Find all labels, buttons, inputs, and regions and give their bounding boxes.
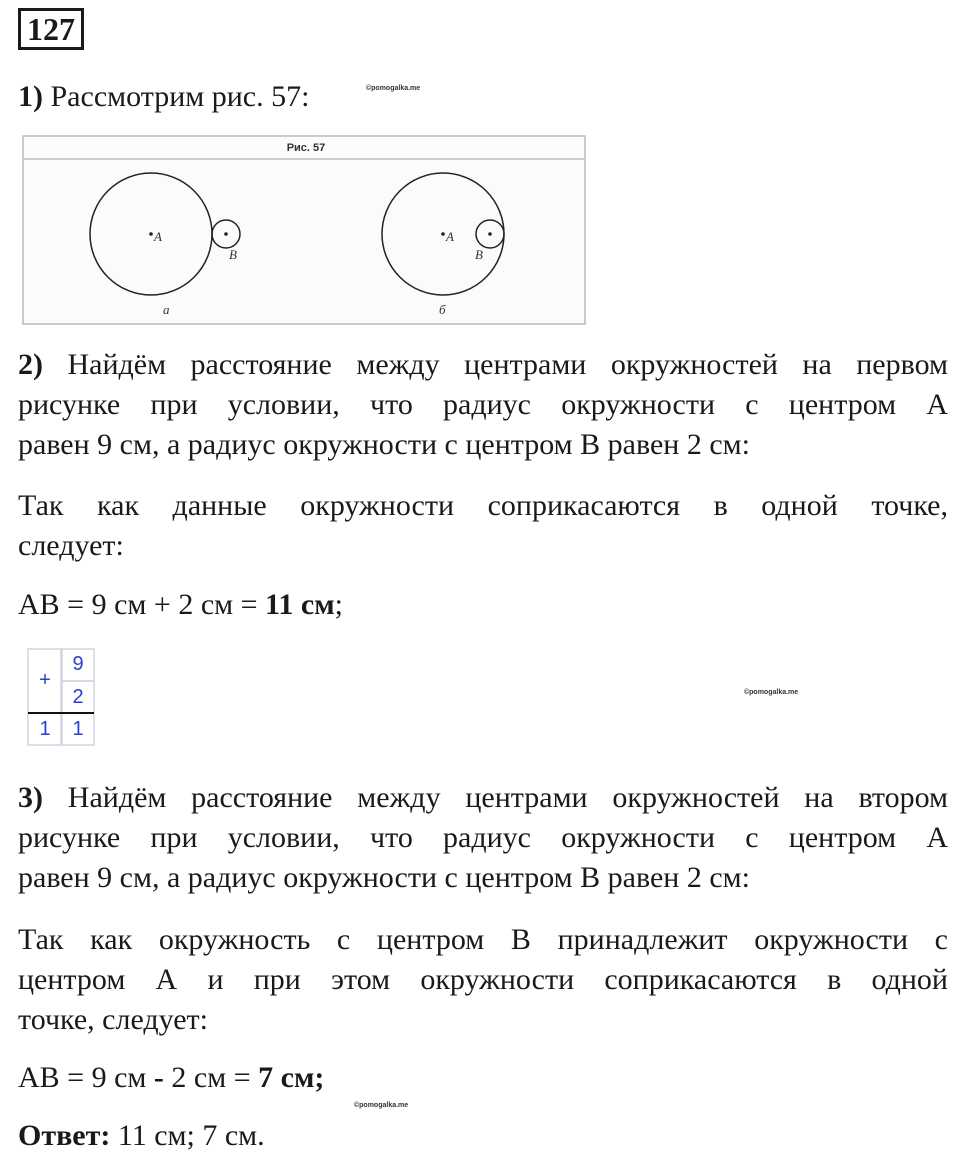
step2-number: 2) [18, 348, 43, 381]
step2-formula-end: ; [334, 588, 343, 621]
column-top-digit: 9 [72, 653, 84, 675]
step3-reason-line-2: центром А и при этом окружности соприкасаются в одной [18, 963, 948, 996]
step3-formula-minus: - [153, 1061, 164, 1094]
answer-label: Ответ: [18, 1119, 111, 1152]
label-b-small: B [475, 247, 483, 262]
task-number: 127 [18, 8, 84, 50]
column-result-digit-2: 1 [72, 718, 84, 740]
watermark-3: ©pomogalka.me [354, 1102, 409, 1109]
answer-text: 11 см; 7 см. [110, 1119, 265, 1152]
step3-line-3: равен 9 см, а радиус окружности с центром В равен 2 см: [18, 861, 750, 894]
step3-reason-line-3: точке, следует: [18, 1003, 209, 1036]
step2-reason-line-2: следует: [18, 529, 124, 562]
step2-paragraph [18, 345, 948, 465]
column-result-digit-1: 1 [39, 718, 51, 740]
step2-formula-result: 11 см [265, 588, 335, 621]
step3-line-1: Найдём расстояние между центрами окружностей на втором [43, 781, 948, 814]
step3-reason-line-1: Так как окружность с центром В принадлежит окружности с [18, 923, 948, 956]
watermark-2: ©pomogalka.me [744, 689, 799, 696]
step3-reason [18, 920, 948, 1040]
step3-formula [18, 1058, 324, 1098]
step2-line-2: рисунке при условии, что радиус окружности с центром А [18, 388, 948, 421]
column-plus-sign: + [39, 669, 51, 691]
figure-frame [23, 136, 585, 324]
figure-57 [22, 135, 586, 325]
column-bottom-digit: 2 [72, 686, 84, 708]
step1-number: 1) [18, 80, 43, 113]
step2-line-3: равен 9 см, а радиус окружности с центром В равен 2 см: [18, 428, 750, 461]
step2-line-1: Найдём расстояние между центрами окружностей на первом [43, 348, 948, 381]
label-subfig-a: а [163, 302, 170, 317]
step1-text: Рассмотрим рис. 57: [43, 80, 310, 113]
label-a-small: B [229, 247, 237, 262]
step3-formula-expr: AB = 9 см [18, 1061, 154, 1094]
step2-reason-line-1: Так как данные окружности соприкасаются в одной точке, [18, 489, 948, 522]
watermark-1: ©pomogalka.me [366, 85, 421, 92]
step3-line-2: рисунке при условии, что радиус окружности с центром А [18, 821, 948, 854]
step3-number: 3) [18, 781, 43, 814]
center-b-big [441, 232, 445, 236]
answer-line [18, 1116, 265, 1156]
center-a-big [149, 232, 153, 236]
center-a-small [224, 232, 228, 236]
label-a-center: A [154, 229, 162, 244]
label-b-center: A [446, 229, 454, 244]
label-subfig-b: б [439, 302, 446, 317]
step2-reason [18, 486, 948, 566]
step3-formula-mid: 2 см = [163, 1061, 259, 1094]
step3-paragraph [18, 778, 948, 898]
step2-formula [18, 585, 343, 625]
center-b-small [488, 232, 492, 236]
figure-caption: Рис. 57 [286, 142, 326, 154]
step3-formula-result: 7 см; [258, 1061, 325, 1094]
step1-line [18, 77, 309, 117]
step2-formula-expr: AB = 9 см + 2 см = [18, 588, 266, 621]
